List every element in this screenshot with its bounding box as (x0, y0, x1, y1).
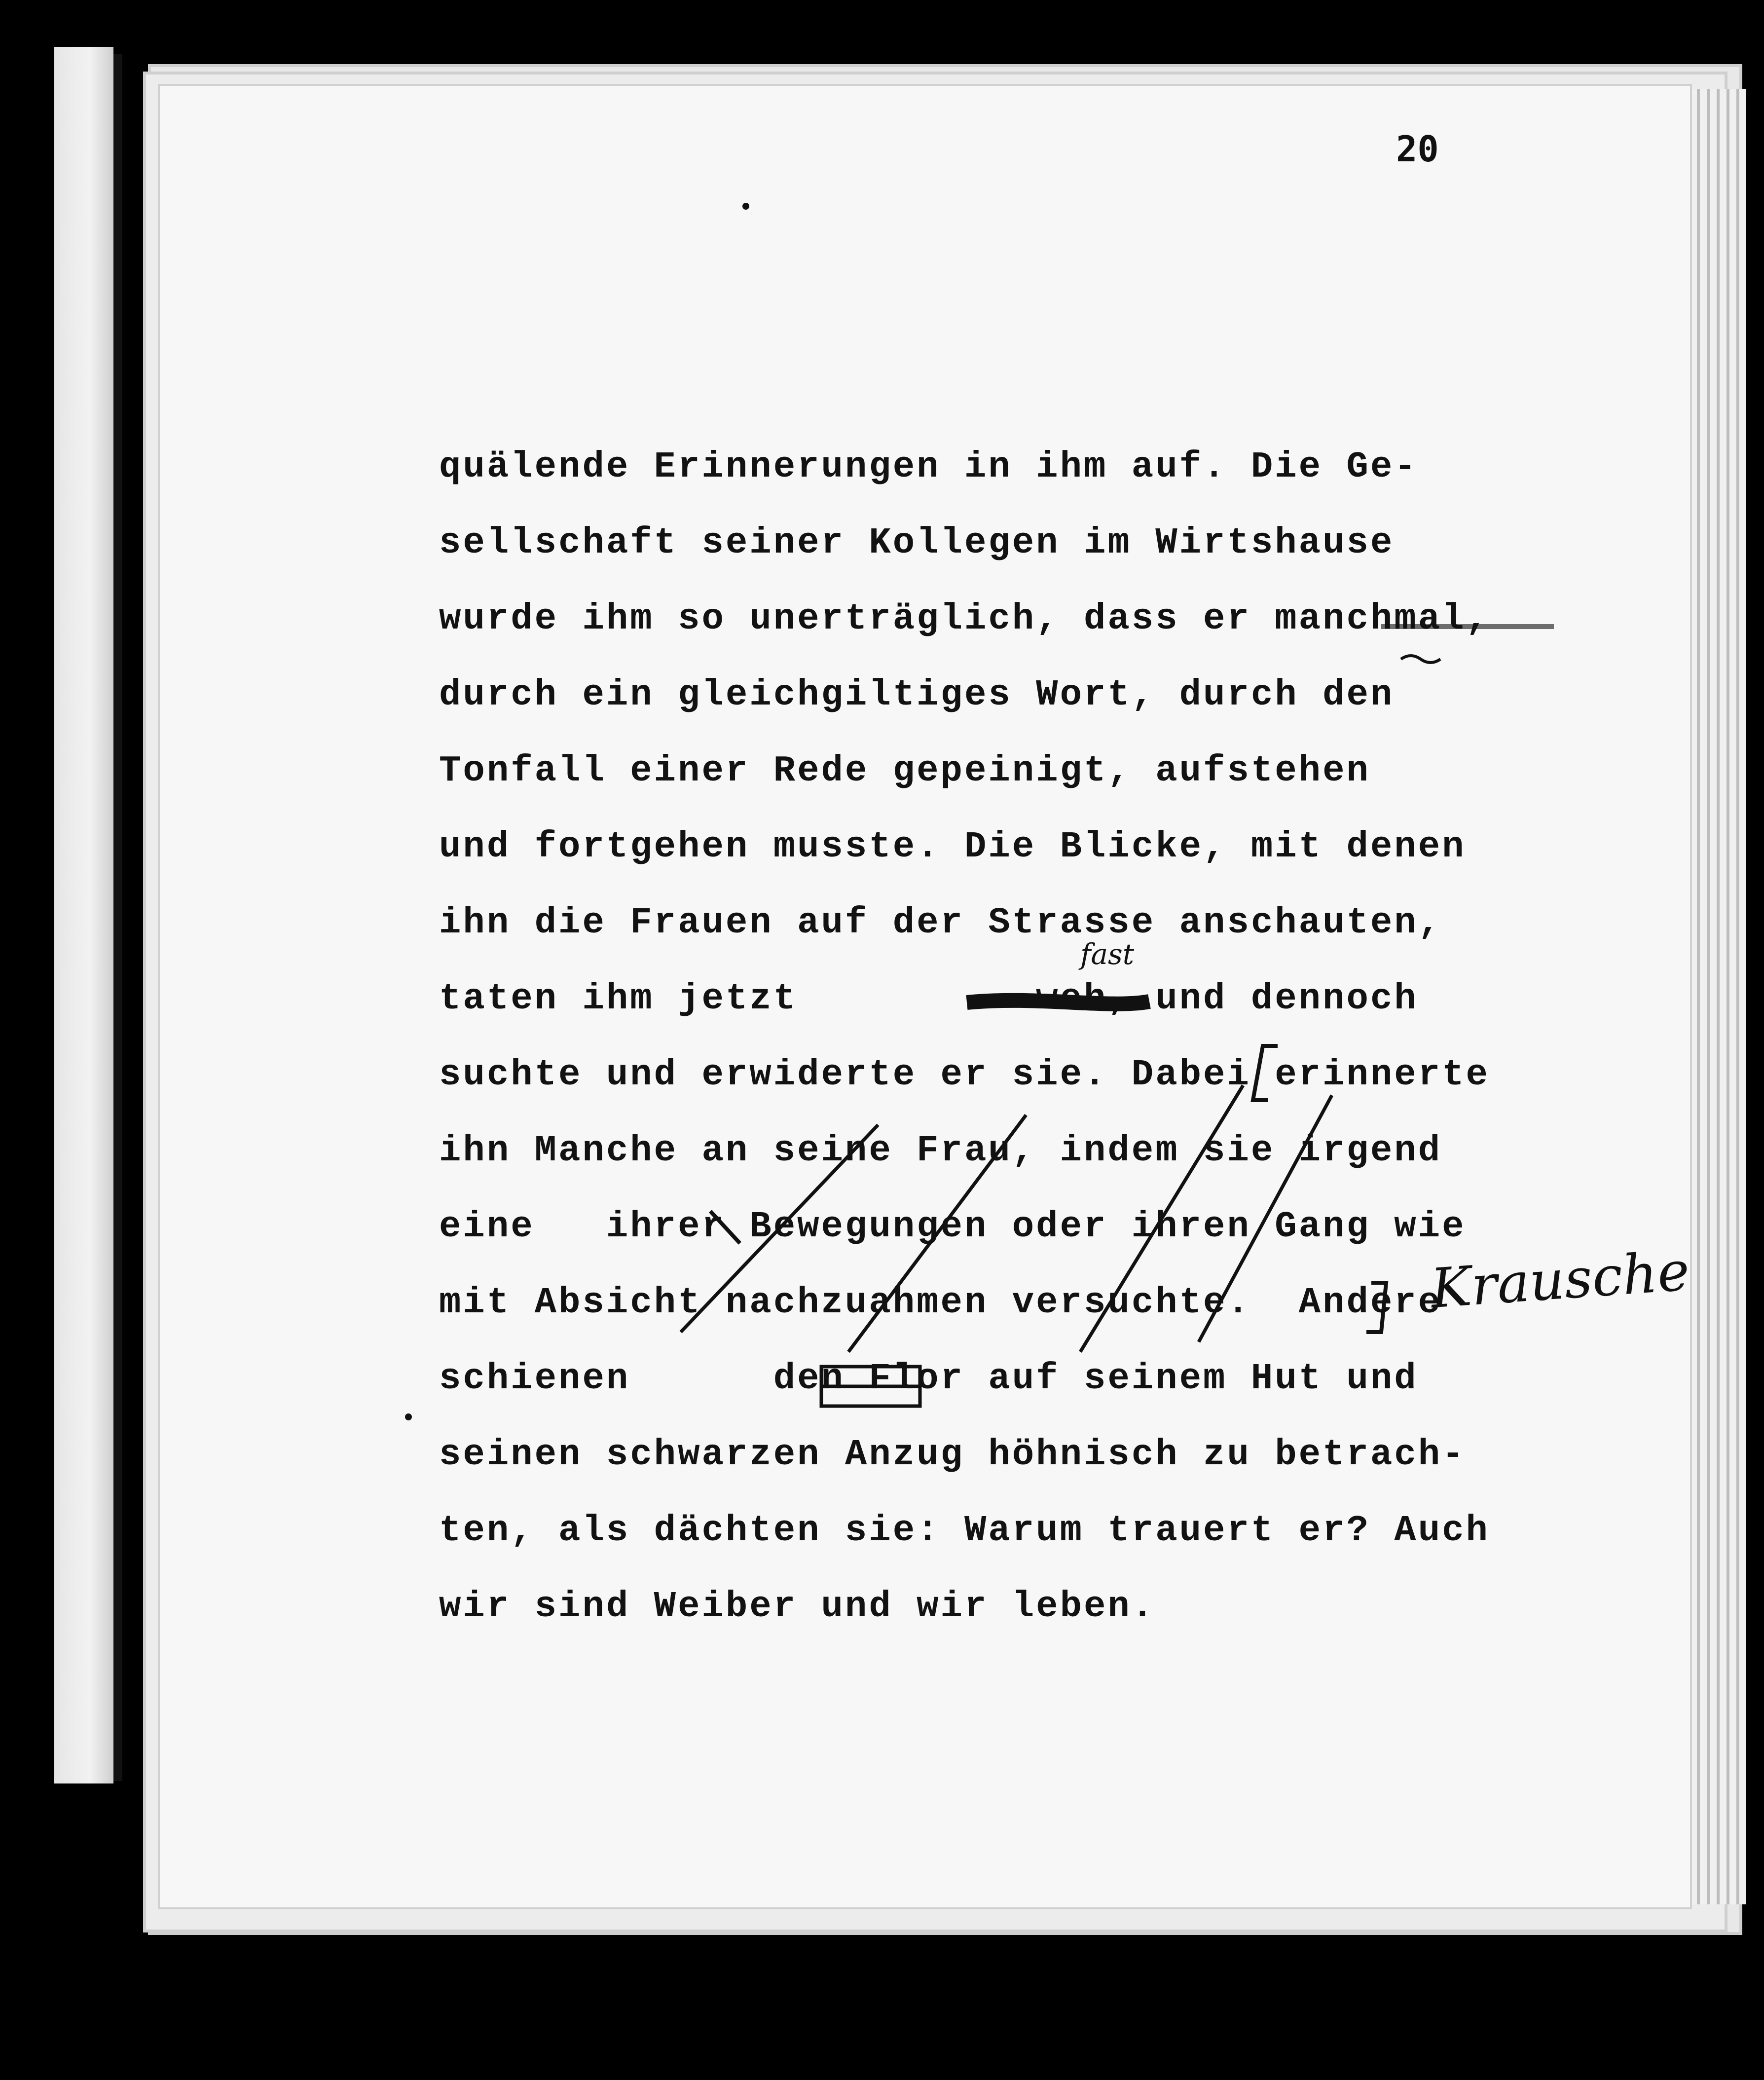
text-line: taten ihm jetzt weh, und dennoch (439, 978, 1418, 1020)
text-line: ihn die Frauen auf der Strasse anschauten, (439, 902, 1442, 944)
handwritten-insertion: fast (1080, 937, 1135, 971)
text-line: eine ihrer Bewegungen oder ihren Gang wie (439, 1206, 1466, 1248)
handwritten-margin-name: Krausche (1429, 1239, 1692, 1321)
text-line: seinen schwarzen Anzug höhnisch zu betrach- (439, 1434, 1466, 1476)
text-line: wurde ihm so unerträglich, dass er manchmal, (439, 598, 1490, 640)
typewritten-text (439, 429, 1633, 1645)
text-line: mit Absicht nachzuahmen versuchte. Andere (439, 1282, 1442, 1324)
text-line: suchte und erwiderte er sie. Dabei erinnerte (439, 1054, 1490, 1096)
text-line: Tonfall einer Rede gepeinigt, aufstehen (439, 750, 1370, 792)
text-line: sellschaft seiner Kollegen im Wirtshause (439, 522, 1395, 564)
text-line: durch ein gleichgiltiges Wort, durch den (439, 674, 1395, 716)
binding-shadow (113, 54, 122, 1781)
text-line: schienen den Flor auf seinem Hut und (439, 1358, 1418, 1400)
adjacent-page-strip (54, 47, 113, 1783)
page-number: 20 (1396, 128, 1439, 170)
text-line: quälende Erinnerungen in ihm auf. Die Ge- (439, 446, 1418, 488)
text-line: ihn Manche an seine Frau, indem sie irgend (439, 1130, 1442, 1172)
text-line: und fortgehen musste. Die Blicke, mit denen (439, 826, 1466, 868)
text-line: wir sind Weiber und wir leben. (439, 1586, 1156, 1628)
text-line: ten, als dächten sie: Warum trauert er? Auch (439, 1510, 1490, 1552)
